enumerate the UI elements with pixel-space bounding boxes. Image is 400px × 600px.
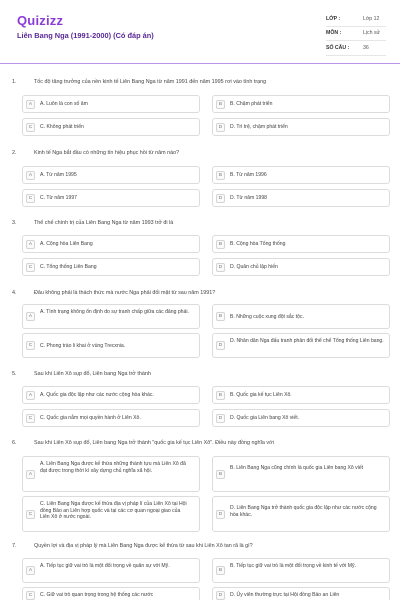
- option-a[interactable]: [22, 95, 200, 113]
- question-text: Thể chế chính trị của Liên Bang Nga từ năm 1993 trở đi là: [34, 220, 174, 226]
- option-text: A. Liên Bang Nga được kế thừa những thành tựu mà Liên Xô đã đạt được trong thời kì xây dựng chủ nghĩa xã hội.: [40, 461, 186, 474]
- option-letter: D: [216, 591, 225, 600]
- option-b[interactable]: [212, 304, 390, 329]
- option-letter: B: [216, 566, 225, 575]
- question-number: 3.: [12, 220, 17, 226]
- question-number: 1.: [12, 79, 17, 85]
- option-text: B. Quốc gia kế tục Liên Xô.: [230, 392, 292, 398]
- option-letter: D: [216, 263, 225, 272]
- option-b[interactable]: [212, 235, 390, 253]
- option-c[interactable]: [22, 258, 200, 276]
- question-text: Quyền lợi và địa vị pháp lý mà Liên Bang Nga được kế thừa từ sau khi Liên Xô tan rã là gì?: [34, 543, 253, 549]
- option-text: C. Từ năm 1997: [40, 195, 78, 201]
- option-text: A. Luôn là con số âm: [40, 101, 88, 107]
- option-letter: A: [26, 171, 35, 180]
- option-letter: C: [26, 414, 35, 423]
- option-text: B. Tiếp tục giữ vai trò là một đối trọng về kinh tế với Mỹ.: [230, 563, 356, 569]
- option-text: D. Liên Bang Nga trở thành quốc gia độc lập như các nước cộng hòa khác.: [230, 505, 377, 518]
- option-text: D. Ủy viên thường trực tại Hội đồng Bảo an Liên: [230, 592, 340, 598]
- question-text: Sau khi Liên Xô sụp đổ, Liên bang Nga trở thành: [34, 371, 151, 377]
- option-letter: A: [26, 470, 35, 479]
- option-letter: B: [216, 391, 225, 400]
- option-a[interactable]: [22, 386, 200, 404]
- meta-divider: [326, 26, 386, 27]
- option-text: C. Quốc gia nắm mọi quyền hành ở Liên Xô.: [40, 415, 141, 421]
- option-letter: D: [216, 123, 225, 132]
- option-letter: A: [26, 391, 35, 400]
- option-d[interactable]: [212, 189, 390, 207]
- option-b[interactable]: [212, 166, 390, 184]
- option-a[interactable]: [22, 456, 200, 492]
- option-d[interactable]: [212, 496, 390, 532]
- option-letter: C: [26, 341, 35, 350]
- question-number: 5.: [12, 371, 17, 377]
- option-text: A. Quốc gia độc lập như các nước cộng hòa khác.: [40, 392, 154, 398]
- option-letter: A: [26, 100, 35, 109]
- option-c[interactable]: [22, 333, 200, 358]
- option-letter: B: [216, 100, 225, 109]
- option-b[interactable]: [212, 456, 390, 492]
- question-text: Tốc độ tăng trưởng của nền kinh tế Liên Bang Nga từ năm 1991 đến năm 1995 rơi vào tình trạng: [34, 79, 267, 85]
- question-number: 4.: [12, 290, 17, 296]
- option-text: B. Liên Bang Nga cũng chính là quốc gia Liên bang Xô viết: [230, 465, 364, 471]
- option-letter: A: [26, 312, 35, 321]
- meta-subject-key: MÔN :: [326, 30, 342, 36]
- option-letter: D: [216, 194, 225, 203]
- question-number: 2.: [12, 150, 17, 156]
- option-c[interactable]: [22, 587, 200, 600]
- option-text: C. Liên Bang Nga được kế thừa địa vị pháp lí của Liên Xô tại Hội đồng Bảo an Liên hợp quốc và tại các cơ quan ngoại giao của Liên Xô ở nước ngoài.: [40, 501, 187, 521]
- option-text: A. Từ năm 1995: [40, 172, 77, 178]
- option-c[interactable]: [22, 189, 200, 207]
- option-letter: D: [216, 414, 225, 423]
- option-a[interactable]: [22, 166, 200, 184]
- option-text: A. Tiếp tục giữ vai trò là một đối trọng về quân sự với Mỹ.: [40, 563, 170, 569]
- meta-count-key: SỐ CÂU :: [326, 45, 350, 51]
- document-title: Liên Bang Nga (1991-2000) (Có đáp án): [17, 31, 154, 40]
- option-text: C. Tổng thống Liên Bang: [40, 264, 97, 270]
- option-d[interactable]: [212, 587, 390, 600]
- option-text: B. Cộng hòa Tổng thống: [230, 241, 286, 247]
- meta-class-key: LỚP :: [326, 16, 341, 22]
- meta-subject-value: Lịch sử: [363, 30, 381, 36]
- option-text: D. Nhân dân Nga đấu tranh phản đối thể chế Tổng thống Liên bang.: [230, 338, 384, 344]
- option-b[interactable]: [212, 558, 390, 583]
- option-text: B. Từ năm 1996: [230, 172, 267, 178]
- question-text: Sau khi Liên Xô sụp đổ, Liên bang Nga trở thành "quốc gia kế tục Liên Xô". Điều này đồng nghĩa với: [34, 440, 274, 446]
- meta-divider: [326, 40, 386, 41]
- option-letter: C: [26, 123, 35, 132]
- option-c[interactable]: [22, 496, 200, 532]
- option-letter: C: [26, 510, 35, 519]
- option-d[interactable]: [212, 409, 390, 427]
- meta-count-value: 36: [363, 45, 369, 51]
- option-letter: A: [26, 566, 35, 575]
- option-text: C. Giữ vai trò quan trọng trong hệ thống các nước: [40, 592, 154, 598]
- option-letter: B: [216, 240, 225, 249]
- option-b[interactable]: [212, 386, 390, 404]
- option-b[interactable]: [212, 95, 390, 113]
- option-text: B. Những cuộc xung đột sắc tộc.: [230, 314, 304, 320]
- header-divider: [0, 63, 400, 64]
- option-text: D. Quốc gia Liên bang Xô viết.: [230, 415, 300, 421]
- option-text: B. Chậm phát triển: [230, 101, 273, 107]
- question-number: 7.: [12, 543, 17, 549]
- option-letter: B: [216, 171, 225, 180]
- quizizz-logo: Quizizz: [17, 13, 64, 28]
- option-a[interactable]: [22, 558, 200, 583]
- question-text: Đâu không phải là thách thức mà nước Nga phải đối mặt từ sau năm 1991?: [34, 290, 216, 296]
- option-text: C. Không phát triển: [40, 124, 84, 130]
- option-text: C. Phong trào li khai ở vùng Trecxnia.: [40, 343, 126, 349]
- option-text: D. Quân chủ lập hiến: [230, 264, 278, 270]
- option-letter: B: [216, 470, 225, 479]
- option-letter: B: [216, 312, 225, 321]
- option-letter: A: [26, 240, 35, 249]
- option-letter: C: [26, 263, 35, 272]
- option-c[interactable]: [22, 118, 200, 136]
- meta-divider: [326, 55, 386, 56]
- option-text: A. Tình trạng không ổn định do sự tranh chấp giữa các đảng phái.: [40, 309, 189, 315]
- option-letter: C: [26, 194, 35, 203]
- option-d[interactable]: [212, 258, 390, 276]
- page-header: [0, 0, 400, 64]
- question-text: Kinh tế Nga bắt đầu có những tín hiệu phục hồi từ năm nào?: [34, 150, 180, 156]
- meta-class-value: Lớp 12: [363, 16, 380, 22]
- option-a[interactable]: [22, 235, 200, 253]
- option-text: D. Từ năm 1998: [230, 195, 268, 201]
- option-text: D. Trì trệ, chậm phát triển: [230, 124, 288, 130]
- option-a[interactable]: [22, 304, 200, 329]
- question-number: 6.: [12, 440, 17, 446]
- option-letter: C: [26, 591, 35, 600]
- option-letter: D: [216, 510, 225, 519]
- option-text: A. Cộng hòa Liên Bang: [40, 241, 93, 247]
- option-d[interactable]: [212, 118, 390, 136]
- option-letter: D: [216, 341, 225, 350]
- option-c[interactable]: [22, 409, 200, 427]
- option-d[interactable]: [212, 333, 390, 358]
